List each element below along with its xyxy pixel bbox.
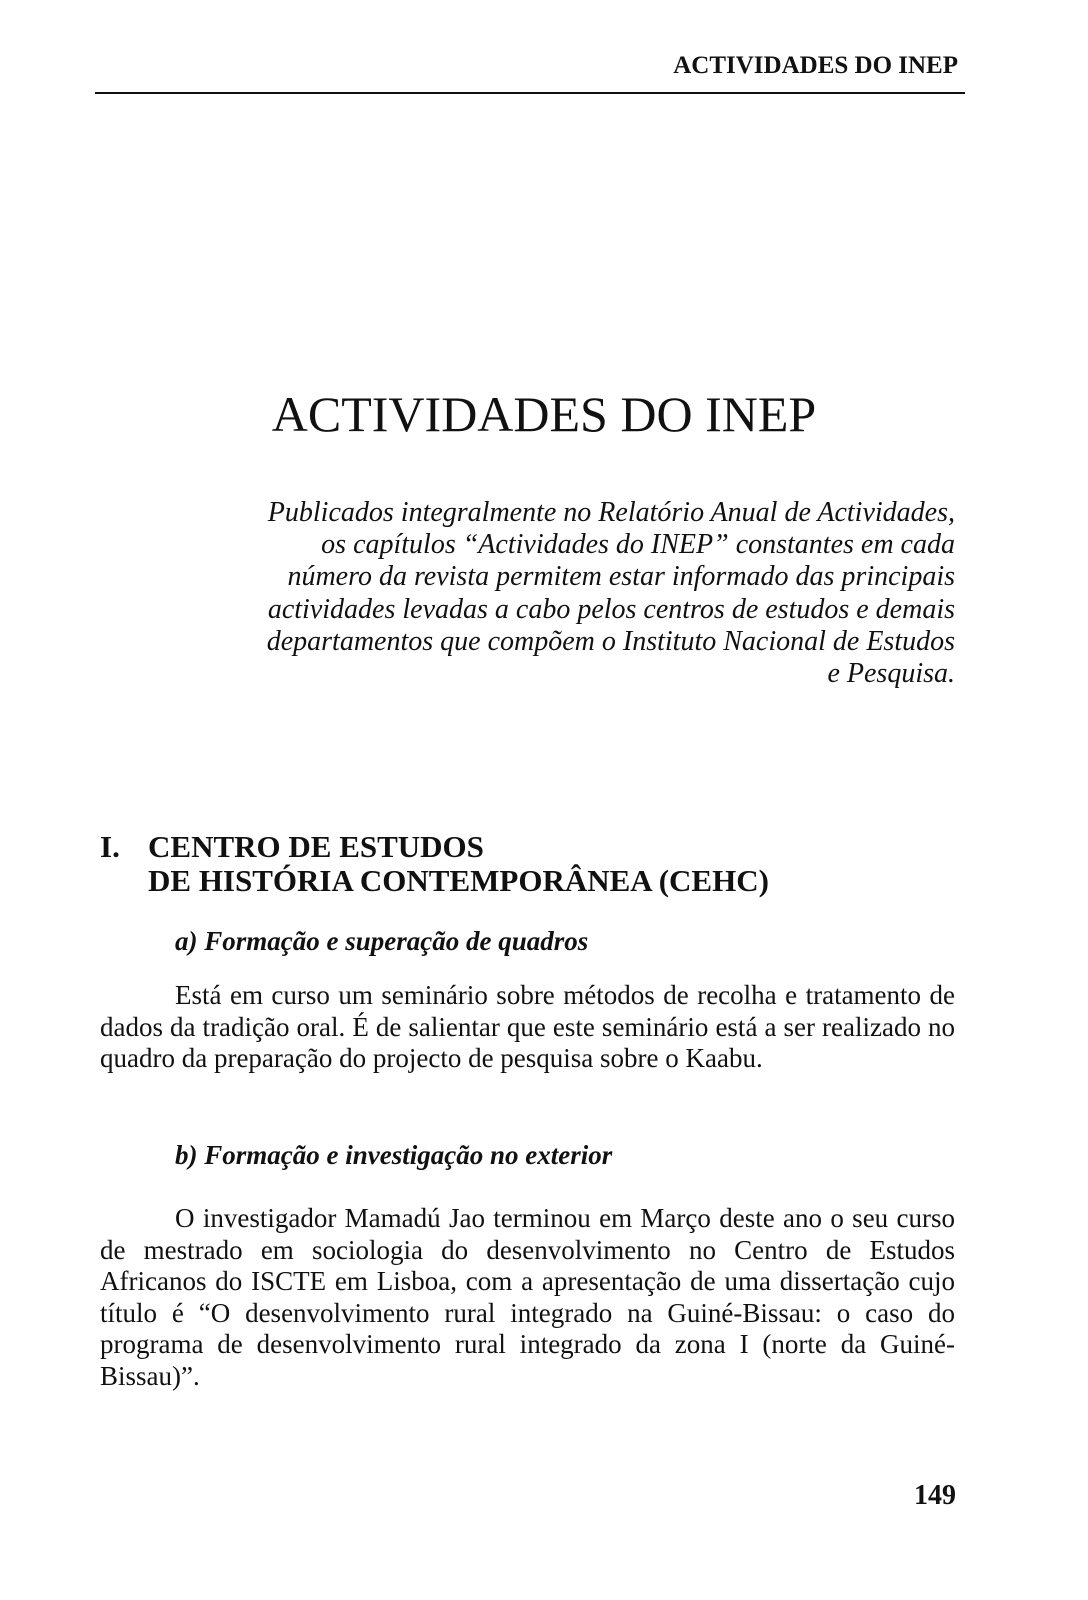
- header-rule: [95, 92, 965, 94]
- intro-paragraph: Publicados integralmente no Relatório Anual de Actividades, os capítulos “Actividades do INEP” constantes em cada número da revista permitem estar informado das principais actividades levadas a cabo pelos centros de estudos e demais departamentos que compõem o Instituto Nacional de Estudos e Pesquisa.: [266, 497, 955, 690]
- subsection-heading-a: a) Formação e superação de quadros: [175, 926, 589, 956]
- subsection-heading-b: b) Formação e investigação no exterior: [175, 1140, 613, 1170]
- section-number: I.: [100, 829, 120, 864]
- section-title-line2: DE HISTÓRIA CONTEMPORÂNEA (CEHC): [148, 863, 769, 898]
- section-title-line1: CENTRO DE ESTUDOS: [148, 829, 484, 864]
- subsection-paragraph-a: Está em curso um seminário sobre métodos de recolha e tratamento de dados da tradição oral. É de salientar que este seminário está a ser realizado no quadro da preparação do projecto de pesquisa sobre o Kaabu.: [100, 980, 955, 1073]
- subsection-paragraph-b: O investigador Mamadú Jao terminou em Março deste ano o seu curso de mestrado em sociologia do desenvolvimento no Centro de Estudos Africanos do ISCTE em Lisboa, com a apresentação de uma dissertação cujo título é “O desenvolvimento rural integrado na Guiné-Bissau: o caso do programa de desenvolvimento rural integrado da zona I (norte da Guiné-Bissau)”.: [100, 1203, 955, 1391]
- running-header: ACTIVIDADES DO INEP: [673, 52, 958, 79]
- page-title: ACTIVIDADES DO INEP: [271, 386, 817, 442]
- page-number: 149: [914, 1480, 956, 1511]
- section-heading: [100, 830, 769, 898]
